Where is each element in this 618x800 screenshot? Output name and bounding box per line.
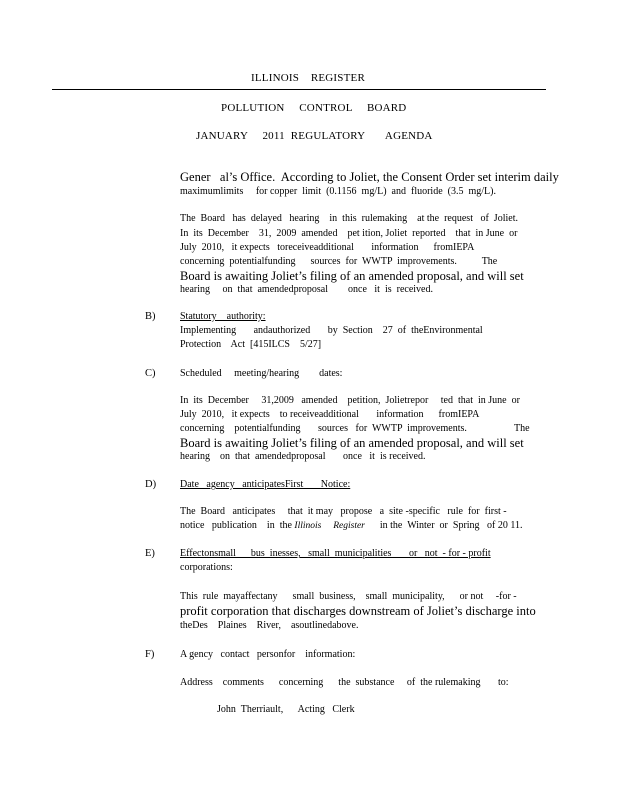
intro-line: hearing on that amendedproposal once it is received. <box>180 284 433 295</box>
section-f-letter: F) <box>145 649 155 660</box>
intro-line: July 2010, it expects toreceiveadditional information fromIEPA <box>180 242 475 253</box>
section-d-line: The Board anticipates that it may propose a site -specific rule for first - <box>180 506 507 517</box>
section-c-line: Board is awaiting Joliet’s filing of an amended proposal, and will set <box>180 436 524 450</box>
section-f-heading: A gency contact personfor information: <box>180 649 356 660</box>
section-b-line: Implementing andauthorized by Section 27 of theEnvironmental <box>180 325 483 336</box>
section-f-line: Address comments concerning the substance of the rulemaking to: <box>180 677 509 688</box>
section-b-line: Protection Act [415ILCS 5/27] <box>180 339 322 350</box>
section-d-line <box>180 521 523 532</box>
section-d-text: in the Winter or Spring of 20 11. <box>364 520 523 531</box>
section-c-heading: Scheduled meeting/hearing dates: <box>180 368 343 379</box>
section-c-letter: C) <box>145 368 156 379</box>
agenda-title: JANUARY 2011 REGULATORY AGENDA <box>196 130 433 142</box>
section-e-heading-cont: corporations: <box>180 562 233 573</box>
section-e-heading: Effectonsmall bus inesses, small municipalities or not - for - profit <box>180 548 491 559</box>
section-e-line: This rule mayaffectany small business, small municipality, or not -for - <box>180 591 517 602</box>
section-d-text: notice publication in the <box>180 520 295 531</box>
section-c-line: hearing on that amendedproposal once it is received. <box>180 451 426 462</box>
section-b-heading: Statutory authority: <box>180 311 266 322</box>
section-c-the: The <box>514 423 530 434</box>
section-d-letter: D) <box>145 479 157 490</box>
register-title: ILLINOIS REGISTER <box>251 72 365 84</box>
header-divider <box>52 89 546 90</box>
intro-line: Gener al’s Office. According to Joliet, the Consent Order set interim daily <box>180 170 559 184</box>
contact-name: John Therriault, Acting Clerk <box>217 704 355 715</box>
intro-line: In its December 31, 2009 amended pet ition, Joliet reported that in June or <box>180 228 518 239</box>
section-c-line: concerning potentialfunding sources for WWTP improvements. <box>180 423 467 434</box>
section-c-line: July 2010, it expects to receiveadditional information fromIEPA <box>180 409 480 420</box>
section-e-letter: E) <box>145 548 155 559</box>
intro-line: concerning potentialfunding sources for WWTP improvements. The <box>180 256 498 267</box>
publication-title: Illinois Register <box>294 521 365 531</box>
section-d-heading: Date agency anticipatesFirst Notice: <box>180 479 351 490</box>
board-title: POLLUTION CONTROL BOARD <box>221 102 407 114</box>
section-c-line: In its December 31,2009 amended petition, Jolietrepor ted that in June or <box>180 395 520 406</box>
intro-line: The Board has delayed hearing in this rulemaking at the request of Joliet. <box>180 213 518 224</box>
section-e-line: profit corporation that discharges downstream of Joliet’s discharge into <box>180 604 536 618</box>
intro-line: Board is awaiting Joliet’s filing of an amended proposal, and will set <box>180 269 524 283</box>
section-e-line: theDes Plaines River, asoutlinedabove. <box>180 620 359 631</box>
section-b-letter: B) <box>145 311 156 322</box>
intro-line: maximumlimits for copper limit (0.1156 mg/L) and fluoride (3.5 mg/L). <box>180 186 496 197</box>
